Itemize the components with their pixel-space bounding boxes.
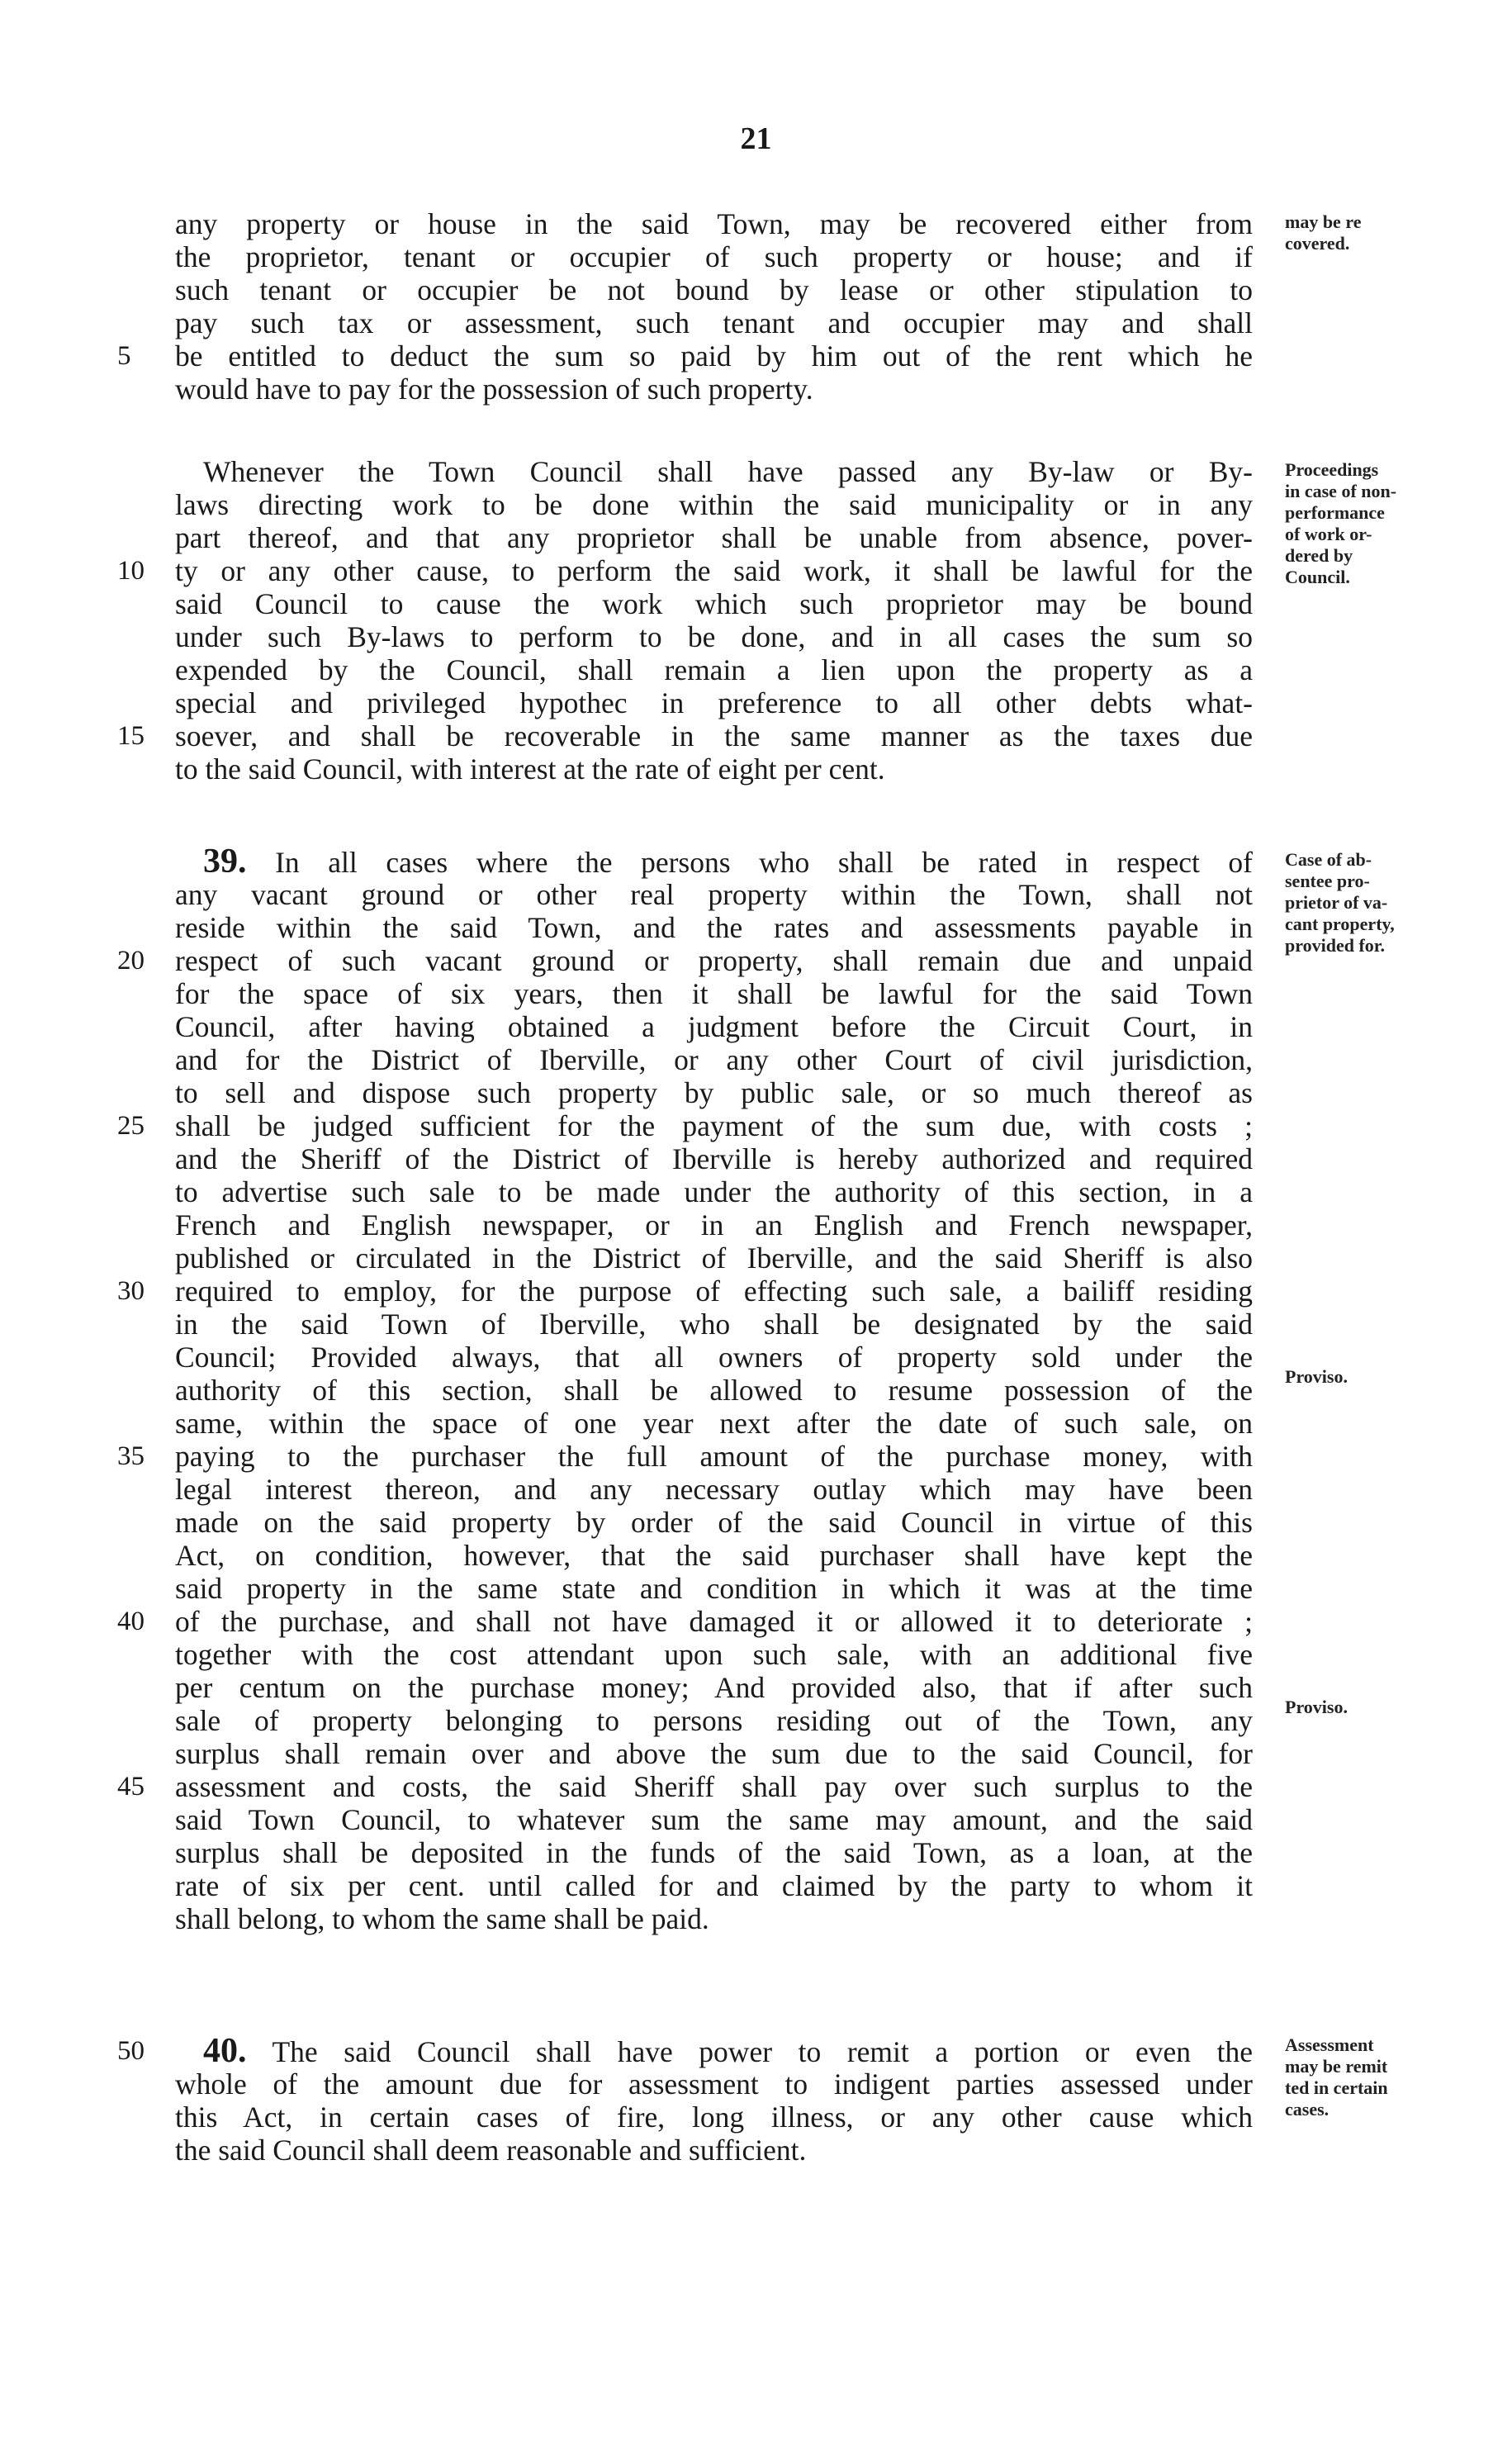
text-line: part thereof, and that any proprietor shall be unable from absence, pover- bbox=[175, 521, 1253, 554]
text-line: 5 be entitled to deduct the sum so paid by him out of the rent which he bbox=[117, 339, 1253, 373]
text-line: made on the said property by order of the said Council in virtue of this bbox=[175, 1506, 1253, 1539]
text-line: expended by the Council, shall remain a lien upon the property as a bbox=[175, 653, 1253, 686]
section-number: 40. bbox=[203, 2032, 247, 2070]
text-line: to the said Council, with interest at the rate of eight per cent. bbox=[175, 752, 885, 786]
text-line: to advertise such sale to be made under the authority of this section, in a bbox=[175, 1175, 1253, 1208]
text-line: same, within the space of one year next after the date of such sale, on bbox=[175, 1407, 1253, 1440]
text-line: Whenever the Town Council shall have passed any By-law or By- bbox=[203, 455, 1253, 488]
text-line: together with the cost attendant upon such sale, with an additional five bbox=[175, 1638, 1253, 1671]
line-number: 10 bbox=[117, 556, 145, 586]
text-line: and for the District of Iberville, or any other Court of civil jurisdiction, bbox=[175, 1043, 1253, 1076]
text-line: 25 shall be judged sufficient for the payment of the sum due, with costs ; bbox=[117, 1109, 1253, 1142]
text-line: surplus shall be deposited in the funds of the said Town, as a loan, at the bbox=[175, 1836, 1253, 1869]
text-line: legal interest thereon, and any necessary outlay which may have been bbox=[175, 1473, 1253, 1506]
text-line: whole of the amount due for assessment to indigent parties assessed under bbox=[175, 2067, 1253, 2101]
line-number: 35 bbox=[117, 1441, 145, 1471]
text-line: under such By-laws to perform to be done, and in all cases the sum so bbox=[175, 620, 1253, 653]
text-line: rate of six per cent. until called for and claimed by the party to whom it bbox=[175, 1869, 1253, 1902]
line-number: 25 bbox=[117, 1111, 145, 1141]
text-line: 35 paying to the purchaser the full amount of the purchase money, with bbox=[117, 1440, 1253, 1473]
text-line: French and English newspaper, or in an English and French newspaper, bbox=[175, 1208, 1253, 1241]
text-line: said property in the same state and condition in which it was at the time bbox=[175, 1572, 1253, 1605]
text-line: Act, on condition, however, that the said purchaser shall have kept the bbox=[175, 1539, 1253, 1572]
text-line: 10 ty or any other cause, to perform the said work, it shall be lawful for the bbox=[117, 554, 1253, 587]
text-line: in the said Town of Iberville, who shall be designated by the said bbox=[175, 1308, 1253, 1341]
text-line: Council; Provided always, that all owners of property sold under the bbox=[175, 1341, 1253, 1374]
text-line: 20 respect of such vacant ground or property, shall remain due and unpaid bbox=[117, 944, 1253, 977]
paragraph-bylaw-work bbox=[117, 455, 1253, 786]
margin-note-proceedings: Proceedings in case of non- performance of work or- dered by Council. bbox=[1285, 459, 1397, 587]
text-line: special and privileged hypothec in preference to all other debts what- bbox=[175, 686, 1253, 719]
text-line: published or circulated in the District of Iberville, and the said Sheriff is also bbox=[175, 1241, 1253, 1275]
text-line: and the Sheriff of the District of Iberville is hereby authorized and required bbox=[175, 1142, 1253, 1175]
text-line: said Council to cause the work which such proprietor may be bound bbox=[175, 587, 1253, 620]
text-line: laws directing work to be done within the said municipality or in any bbox=[175, 488, 1253, 521]
line-number: 30 bbox=[117, 1276, 145, 1306]
page-number: 21 bbox=[740, 121, 772, 156]
text-line: any property or house in the said Town, may be recovered either from bbox=[175, 207, 1253, 240]
section-number: 39. bbox=[203, 843, 247, 881]
text-line: the said Council shall deem reasonable and sufficient. bbox=[175, 2134, 807, 2167]
text-line: this Act, in certain cases of fire, long illness, or any other cause which bbox=[175, 2101, 1253, 2134]
text-line: to sell and dispose such property by public sale, or so much thereof as bbox=[175, 1076, 1253, 1109]
margin-note-proviso-2: Proviso. bbox=[1285, 1697, 1348, 1717]
text-line: 45 assessment and costs, the said Sheriff shall pay over such surplus to the bbox=[117, 1770, 1253, 1803]
line-number: 15 bbox=[117, 721, 145, 751]
text-line: would have to pay for the possession of such property. bbox=[175, 373, 813, 406]
text-line: the proprietor, tenant or occupier of such property or house; and if bbox=[175, 240, 1253, 273]
text-line: 50 40. The said Council shall have power to remit a portion or even the bbox=[117, 2032, 1254, 2070]
line-number: 45 bbox=[117, 1772, 145, 1802]
margin-note-recovered: may be re covered. bbox=[1285, 211, 1362, 254]
text-line: surplus shall remain over and above the sum due to the said Council, for bbox=[175, 1737, 1253, 1770]
line-number: 20 bbox=[117, 946, 145, 976]
text-line: per centum on the purchase money; And provided also, that if after such bbox=[175, 1671, 1253, 1704]
text-line: authority of this section, shall be allowed to resume possession of the bbox=[175, 1374, 1253, 1407]
margin-note-absentee: Case of ab- sentee pro- prietor of va- cant property, provided for. bbox=[1285, 849, 1395, 956]
text-line: 39. In all cases where the persons who shall be rated in respect of bbox=[203, 843, 1253, 881]
line-number: 50 bbox=[117, 2036, 145, 2066]
section-40 bbox=[117, 2032, 1254, 2167]
text-line: sale of property belonging to persons residing out of the Town, any bbox=[175, 1704, 1253, 1737]
text-line: for the space of six years, then it shall be lawful for the said Town bbox=[175, 977, 1253, 1010]
section-39 bbox=[117, 843, 1253, 1935]
text-line: such tenant or occupier be not bound by lease or other stipulation to bbox=[175, 273, 1253, 306]
margin-note-assessment: Assessment may be remit ted in certain cases. bbox=[1285, 2034, 1388, 2120]
paragraph-recovery bbox=[117, 207, 1253, 406]
text-line: 15 soever, and shall be recoverable in the same manner as the taxes due bbox=[117, 719, 1253, 752]
line-number: 40 bbox=[117, 1607, 145, 1636]
text-line: any vacant ground or other real property within the Town, shall not bbox=[175, 878, 1253, 911]
text-line: reside within the said Town, and the rates and assessments payable in bbox=[175, 911, 1253, 944]
text-line: pay such tax or assessment, such tenant and occupier may and shall bbox=[175, 306, 1253, 339]
margin-note-proviso-1: Proviso. bbox=[1285, 1366, 1348, 1387]
text-line: 30 required to employ, for the purpose of effecting such sale, a bailiff residing bbox=[117, 1275, 1253, 1308]
text-line: said Town Council, to whatever sum the same may amount, and the said bbox=[175, 1803, 1253, 1836]
text-line: shall belong, to whom the same shall be paid. bbox=[175, 1902, 709, 1935]
text-line: Council, after having obtained a judgment before the Circuit Court, in bbox=[175, 1010, 1253, 1043]
text-line: 40 of the purchase, and shall not have damaged it or allowed it to deteriorate ; bbox=[117, 1605, 1253, 1638]
line-number: 5 bbox=[117, 341, 131, 371]
